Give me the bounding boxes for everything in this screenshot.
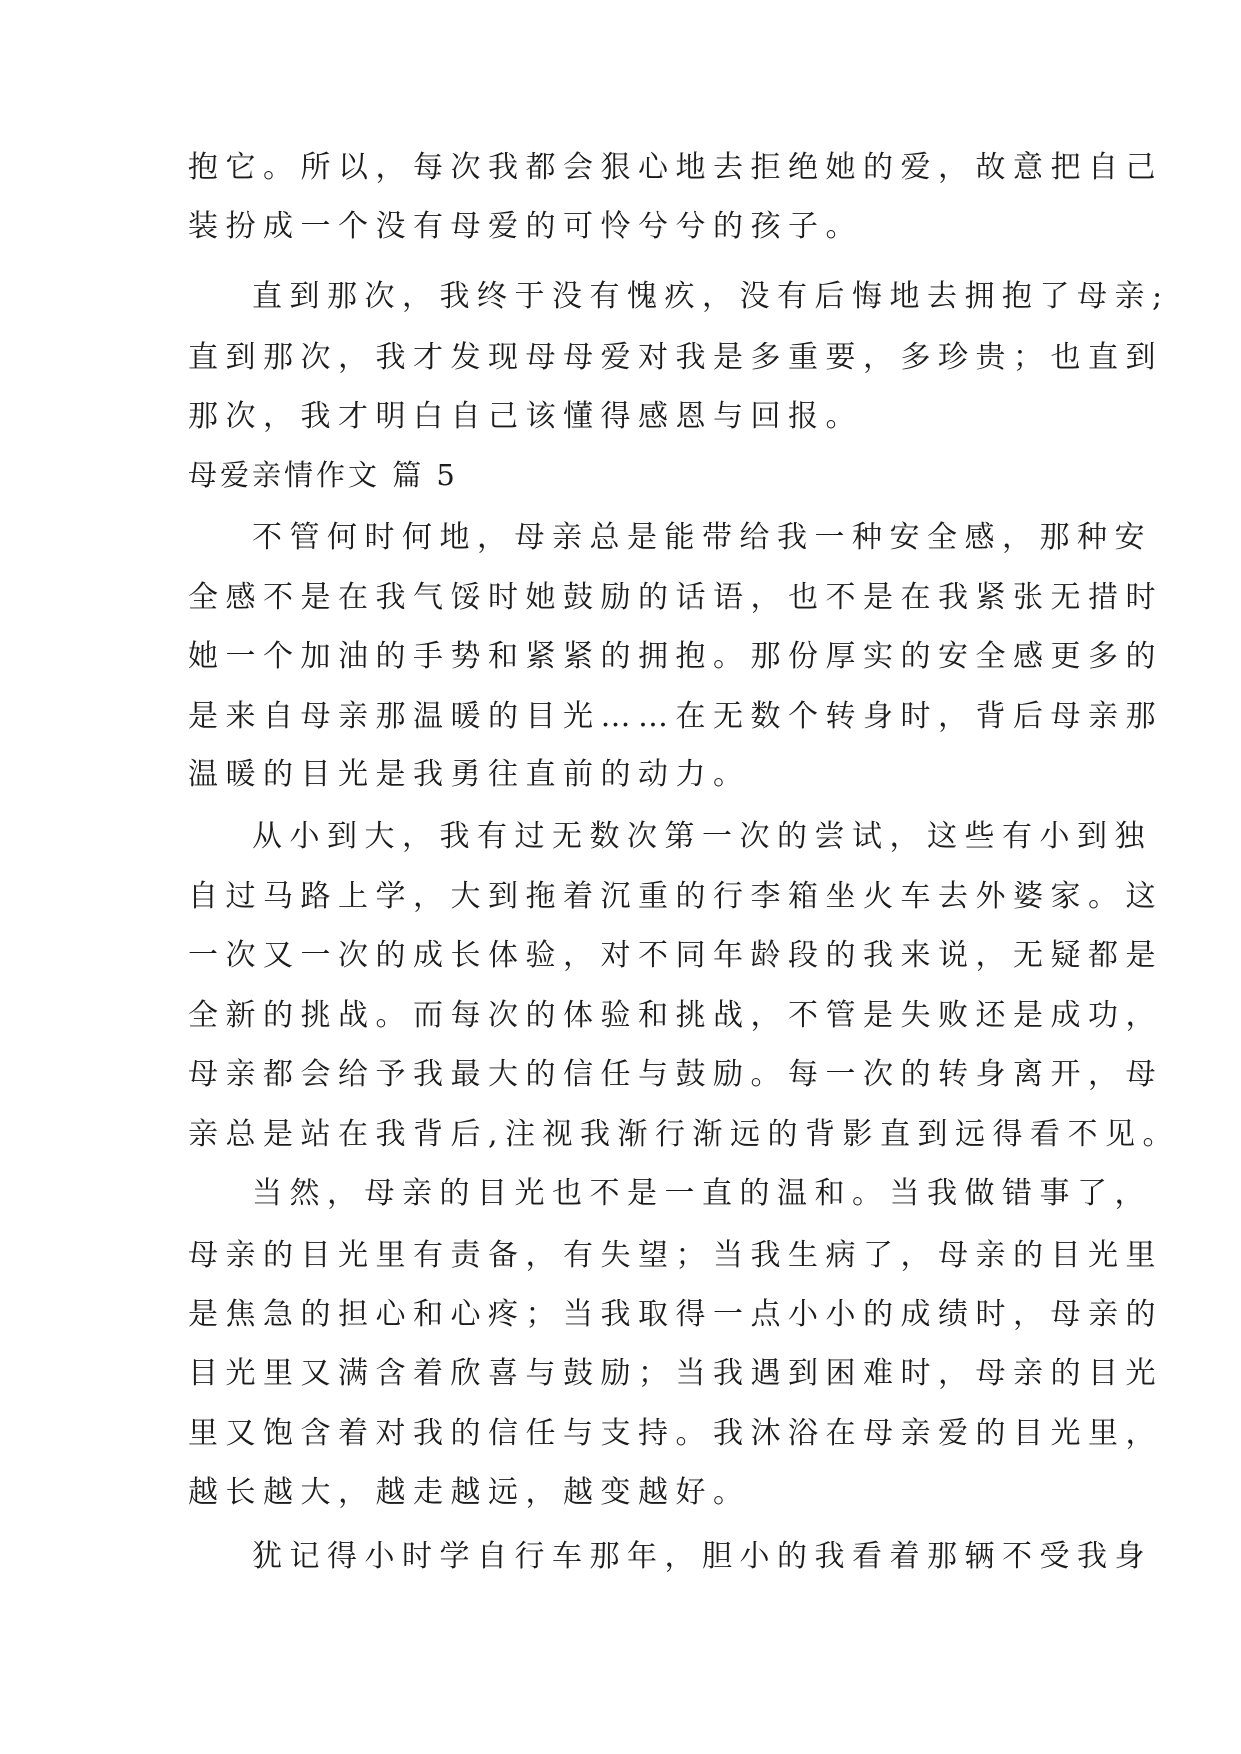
text-line: 全感不是在我气馁时她鼓励的话语，也不是在我紧张无措时 [188, 580, 1163, 615]
paragraph-line: 从小到大，我有过无数次第一次的尝试，这些有小到独 [252, 819, 1152, 854]
paragraph-line: 直到那次，我终于没有愧疚，没有后悔地去拥抱了母亲; [252, 279, 1170, 314]
text-line: 温暖的目光是我勇往直前的动力。 [188, 757, 751, 792]
text-line: 自过马路上学，大到拖着沉重的行李箱坐火车去外婆家。这 [188, 879, 1163, 914]
text-line: 母亲的目光里有责备，有失望；当我生病了，母亲的目光里 [188, 1238, 1163, 1273]
text-line: 是来自母亲那温暖的目光……在无数个转身时，背后母亲那 [188, 699, 1163, 734]
text-line: 母亲都会给予我最大的信任与鼓励。每一次的转身离开，母 [188, 1057, 1163, 1092]
text-line: 抱它。所以，每次我都会狠心地去拒绝她的爱，故意把自己 [188, 150, 1163, 185]
text-line: 全新的挑战。而每次的体验和挑战，不管是失败还是成功， [188, 998, 1163, 1033]
text-line: 那次，我才明白自己该懂得感恩与回报。 [188, 399, 863, 434]
section-heading: 母爱亲情作文 篇 5 [188, 458, 458, 492]
text-line: 里又饱含着对我的信任与支持。我沐浴在母亲爱的目光里， [188, 1416, 1163, 1451]
text-line: 一次又一次的成长体验，对不同年龄段的我来说，无疑都是 [188, 938, 1163, 973]
text-line: 目光里又满含着欣喜与鼓励；当我遇到困难时，母亲的目光 [188, 1356, 1163, 1391]
text-line: 她一个加油的手势和紧紧的拥抱。那份厚实的安全感更多的 [188, 639, 1163, 674]
text-line: 直到那次，我才发现母母爱对我是多重要，多珍贵；也直到 [188, 340, 1163, 375]
paragraph-line: 不管何时何地，母亲总是能带给我一种安全感，那种安 [252, 520, 1152, 555]
text-line: 亲总是站在我背后,注视我渐行渐远的背影直到远得看不见。 [188, 1117, 1181, 1152]
paragraph-line: 当然，母亲的目光也不是一直的温和。当我做错事了， [252, 1176, 1152, 1211]
text-line: 越长越大，越走越远，越变越好。 [188, 1475, 751, 1510]
paragraph-line: 犹记得小时学自行车那年，胆小的我看着那辆不受我身 [252, 1539, 1152, 1574]
text-line: 装扮成一个没有母爱的可怜兮兮的孩子。 [188, 209, 863, 244]
text-line: 是焦急的担心和心疼；当我取得一点小小的成绩时，母亲的 [188, 1297, 1163, 1332]
